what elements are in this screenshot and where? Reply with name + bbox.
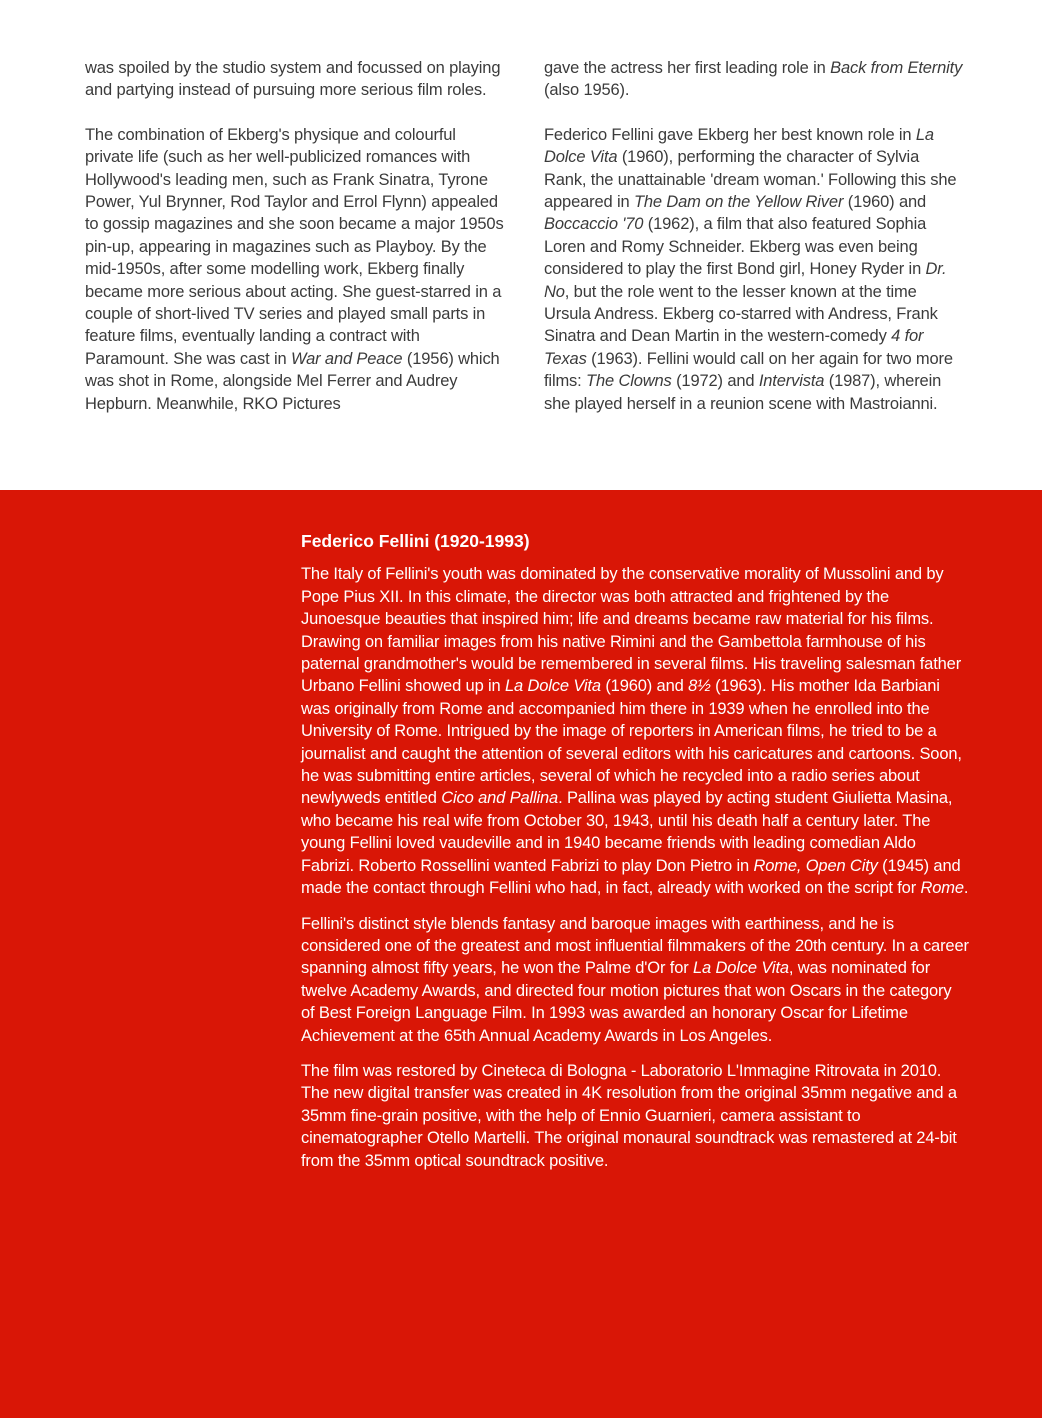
fellini-section-content (301, 530, 969, 1172)
article-paragraph: was spoiled by the studio system and focussed on playing and partying instead of pursuing more serious film roles. (85, 59, 501, 100)
article-paragraph: gave the actress her first leading role in Back from Eternity (also 1956). (544, 59, 963, 100)
article-paragraph: Federico Fellini gave Ekberg her best known role in La Dolce Vita (1960), performing the character of Sylvia Rank, the unattainable 'dream woman.' Following this she appeared in The Dam on the Yellow River (1960) and Boccaccio '70 (1962), a film that also featured Sophia Loren and Romy Schneider. Ekberg was even being considered to play the first Bond girl, Honey Ryder in Dr. No, but the role went to the lesser known at the time Ursula Andress. Ekberg co-starred with Andress, Frank Sinatra and Dean Martin in the western-comedy 4 for Texas (1963). Fellini would call on her again for two more films: The Clowns (1972) and Intervista (1987), wherein she played herself in a reunion scene with Mastroianni. (544, 125, 957, 413)
fellini-section-panel (0, 490, 1042, 1418)
fellini-paragraph: The film was restored by Cineteca di Bologna - Laboratorio L'Immagine Ritrovata in 2010. The new digital transfer was created in 4K resolution from the original 35mm negative and a 35mm fine-grain positive, with the help of Ennio Guarnieri, camera assistant to cinematographer Otello Martelli. The original monaural soundtrack was remastered at 24-bit from the 35mm optical soundtrack positive. (301, 1061, 957, 1170)
article-paragraph: The combination of Ekberg's physique and colourful private life (such as her well-publicized romances with Hollywood's leading men, such as Frank Sinatra, Tyrone Power, Yul Brynner, Rod Taylor and Errol Flynn) appealed to gossip magazines and she soon became a major 1950s pin-up, appearing in magazines such as Playboy. By the mid-1950s, after some modelling work, Ekberg finally became more serious about acting. She guest-starred in a couple of short-lived TV series and played small parts in feature films, eventually landing a contract with Paramount. She was cast in War and Peace (1956) which was shot in Rome, alongside Mel Ferrer and Audrey Hepburn. Meanwhile, RKO Pictures (85, 125, 504, 413)
fellini-section-heading: Federico Fellini (1920-1993) (301, 531, 530, 551)
fellini-paragraph: The Italy of Fellini's youth was dominated by the conservative morality of Mussolini and by Pope Pius XII. In this climate, the director was both attracted and frightened by the Junoesque beauties that inspired him; life and dreams became raw material for his films. Drawing on familiar images from his native Rimini and the Gambettola farmhouse of his paternal grandmother's would be remembered in several films. His traveling salesman father Urbano Fellini showed up in La Dolce Vita (1960) and 8½ (1963). His mother Ida Barbiani was originally from Rome and accompanied him there in 1939 when he enrolled into the University of Rome. Intrigued by the image of reporters in American films, he tried to be a journalist and caught the attention of several editors with his caricatures and cartoons. Soon, he was submitting entire articles, several of which he recycled into a radio series about newlyweds entitled Cico and Pallina. Pallina was played by acting student Giulietta Masina, who became his real wife from October 30, 1943, until his death half a century later. The young Fellini loved vaudeville and in 1940 became friends with leading comedian Aldo Fabrizi. Roberto Rossellini wanted Fabrizi to play Don Pietro in Rome, Open City (1945) and made the contact through Fellini who had, in fact, already with worked on the script for Rome. (301, 565, 969, 898)
fellini-paragraph: Fellini's distinct style blends fantasy and baroque images with earthiness, and he is considered one of the greatest and most influential filmmakers of the 20th century. In a career spanning almost fifty years, he won the Palme d'Or for La Dolce Vita, was nominated for twelve Academy Awards, and directed four motion pictures that won Oscars in the category of Best Foreign Language Film. In 1993 was awarded an honorary Oscar for Lifetime Achievement at the 65th Annual Academy Awards in Los Angeles. (301, 914, 969, 1045)
article-right-column (544, 57, 965, 415)
article-left-column (85, 57, 506, 415)
ekberg-article (85, 57, 965, 415)
